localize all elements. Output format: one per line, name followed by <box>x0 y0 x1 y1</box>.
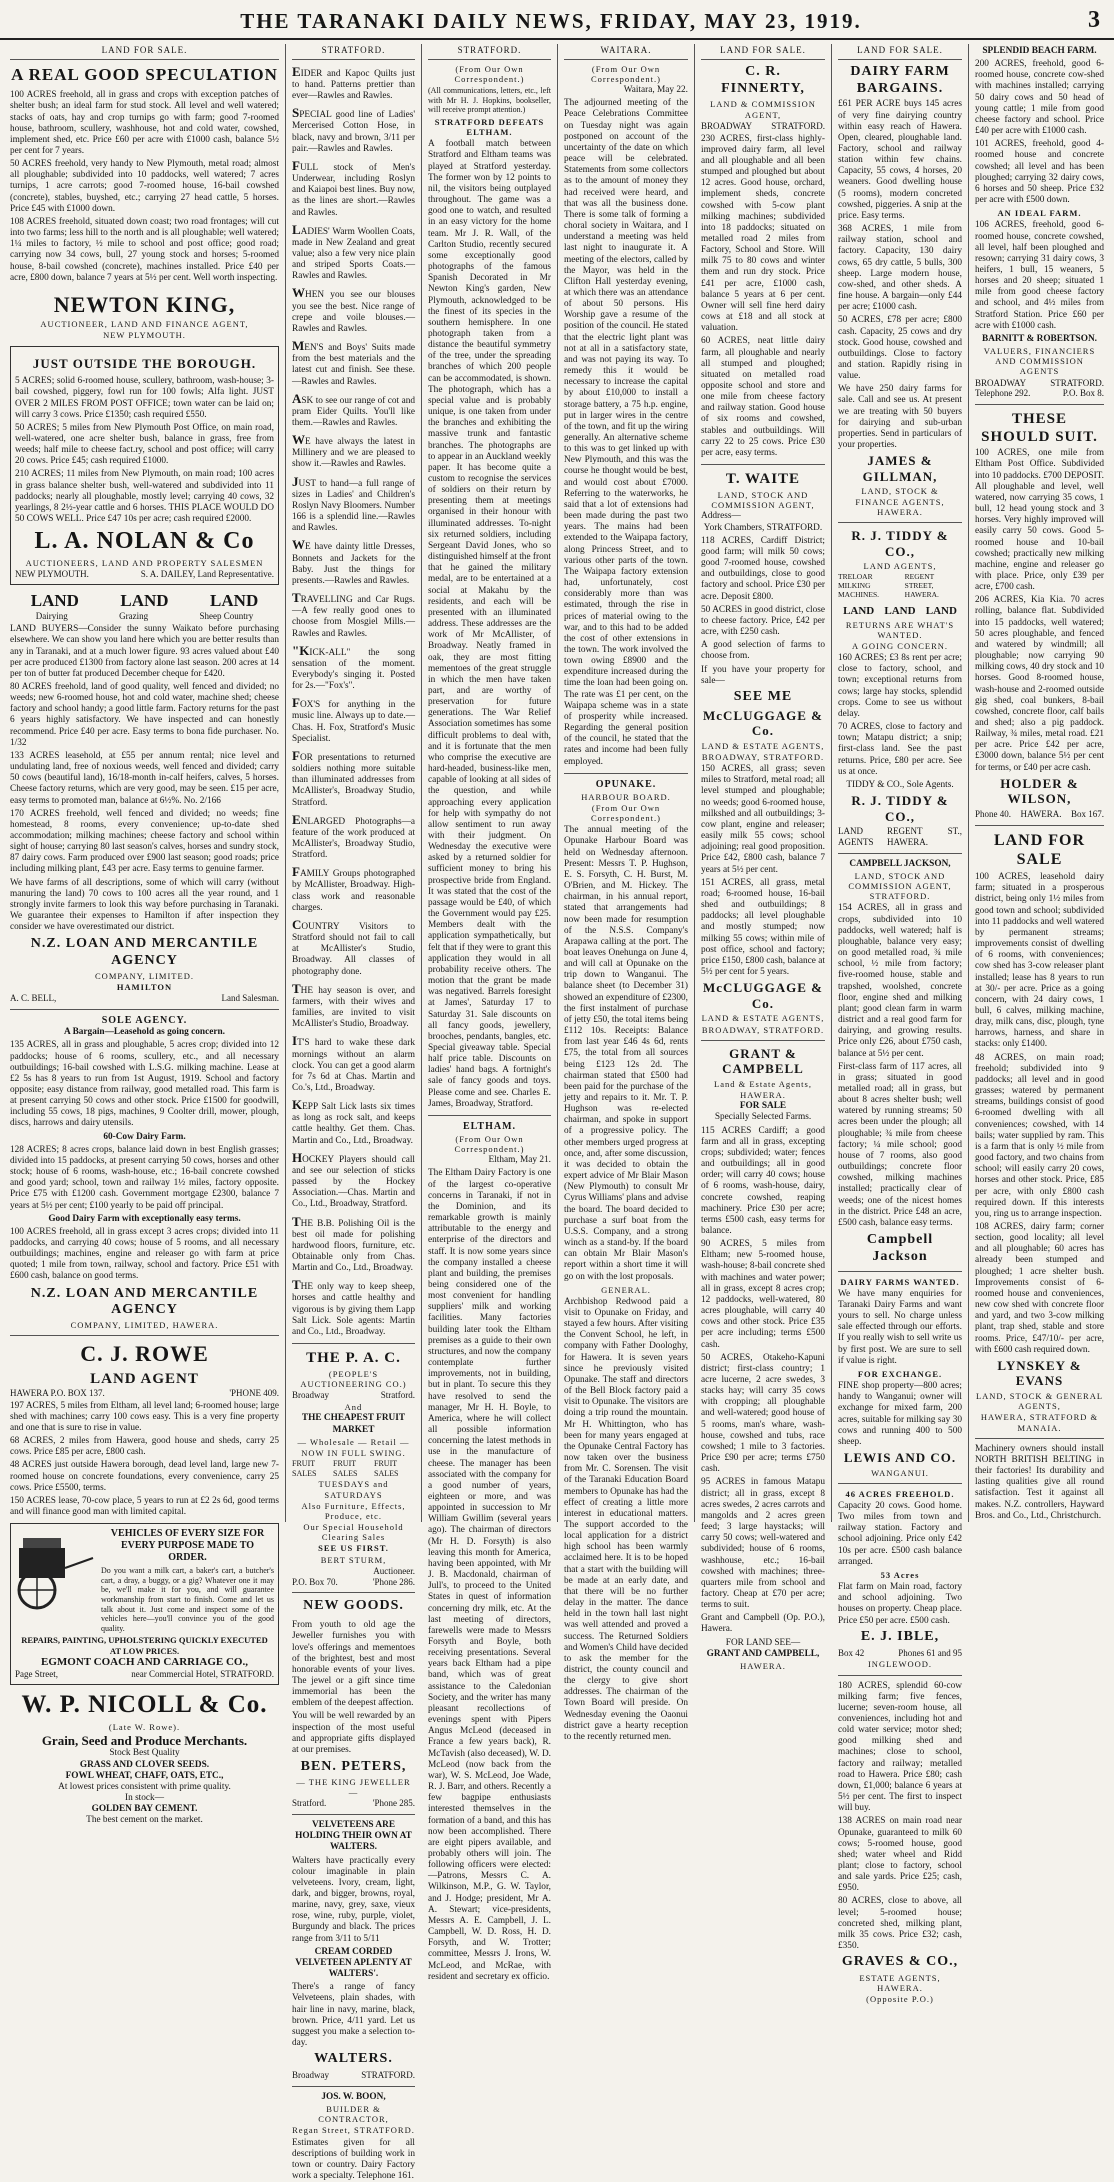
column-farms <box>969 44 1110 1522</box>
agent-subtitle: (PEOPLE'S AUCTIONEERING CO.) <box>300 1369 407 1390</box>
agent-town: HAWERA, STRATFORD & MANAIA. <box>980 1412 1099 1433</box>
column-land-agents <box>695 44 832 1671</box>
agent-name: NEWTON KING, <box>53 291 236 317</box>
ad-subheading: 60-Cow Dairy Farm. <box>103 1131 186 1142</box>
column-heading: WAITARA. <box>564 44 688 60</box>
ad-heading: CREAM CORDED VELVETEEN APLENTY AT WALTERS'. <box>295 1946 412 1980</box>
paragraph: LAND BUYERS—Consider the sunny Waikato before purchasing elsewhere. We can show you land here which you are better results than any in Taranaki, and at a much lower figure. 93 acres valued about £40 per acre produced £1300 from factory alone last season. 200 acres at 14 per ton of butter fat produced December cheque for £420. <box>10 624 279 679</box>
paragraph: FINE shop property—800 acres; handy to Wanganui; owner will exchange for mixed farm, 200 acres, suitable for milking say 30 cows and running 400 to 500 sheep. <box>838 1381 962 1447</box>
list-item: 108 ACRES, dairy farm; corner section, good locality; all level and all ploughable; 60 acres has already been stumped and ploughed; 1 acre shelter bush. Improvements consist of 6-roomed house and conveniences, new cow shed with concrete floor and yard, and two 3-cow milking plant, trap shed, stable and store rooms. Price, £47/10/- per acre, with £600 cash required down. <box>975 1221 1104 1355</box>
paragraph: Flat farm on Main road, factory and school adjoining. Two houses on property. Cheap place. Price £50 per acre. £500 cash. <box>838 1582 962 1626</box>
list-item: £61 PER ACRE buys 145 acres of very fine dairying country within easy reach of Hawera. Open, cleared, ploughable land. Factory, school and railway station within few chains. Capacity, 55 cows, 4 horses, 20 weaners. Good dwelling house (5 rooms), modern concreted cowshed, piggeries. A snip at the price. Easy terms. <box>838 99 962 221</box>
list-item: 70 ACRES, close to factory and town; Matapu district; a snip; first-class land. See the past returns. Price, £80 per acre. See us at once. <box>838 722 962 777</box>
agent-name: GRANT AND CAMPBELL, <box>706 1648 820 1659</box>
agent-subtitle: VALUERS, FINANCIERS AND COMMISSION AGENTS <box>983 346 1096 377</box>
agent-box: P.O. Box 70. <box>292 1576 338 1587</box>
list-item: ASK to see our range of cot and pram Eider Quilts. You'll like them.—Rawles and Rawles. <box>292 390 415 429</box>
agent-town: NEW PLYMOUTH. <box>15 569 89 580</box>
list-item: 200 ACRES, freehold, good 6-roomed house, concrete cow-shed with machines installed; carrying 50 dairy cows and 50 head of young cattle; 1 mile from good cheese factory and school. Price £40 per acre with £1000 cash. <box>975 59 1104 137</box>
address: STRATFORD. <box>361 2070 415 2080</box>
agent-name: E. J. IBLE, <box>860 1628 940 1644</box>
list-item: 210 ACRES; 11 miles from New Plymouth, on main road; 100 acres in grass balance shelter bush, well-watered and subdivided into 11 paddocks; nearly all ploughable, mostly level; carrying 40 cows, 32 yearlings, 8 2½-year cattle and 6 horses. THIS PLACE WOULD DO 50 COWS WELL. Price £47 10s per acre; cash required £2000. <box>15 469 274 525</box>
address: Broadway <box>292 2070 329 2080</box>
list-item: In stock— <box>125 1793 164 1804</box>
list-item: 160 ACRES; £3 8s rent per acre; close to factory, school, and town; exceptional returns from cows; large hay stocks, splendid crops. Come to see us without delay. <box>838 653 962 719</box>
paragraph: You will be well rewarded by an inspection of the most useful and appropriate gifts displayed at our premises. <box>292 1711 415 1755</box>
list-item: First-class farm of 117 acres, all in grass; situated in good metalled road; all in grass, but about 8 acres shelter bush; well watered by running streams; 50 acres been under the plough; all ploughable; ¾ mile from cheese factory; ¼ mile school; good house of 7 rooms, also good outbuildings; concrete floor cowshed, milking machines installed; practically clear of weeds; one of the nicest homes in the district. Price £48 an acre, £500 cash, balance easy terms. <box>838 1061 962 1228</box>
byline: (From Our Own Correspondent.) <box>590 802 661 824</box>
ad-subheading: A GOING CONCERN. <box>851 640 949 651</box>
agent-box: HAWERA P.O. BOX 137. <box>10 1387 105 1398</box>
agent-name: WALTERS. <box>314 2051 393 2067</box>
paragraph: Machinery owners should install NORTH BRITISH BELTING in their factories! Its durability and lasting qualities give all round satisfaction. Test it against all makes. N.Z. controllers, Hayward Bros. and Co., Ltd., Christchurch. <box>975 1443 1104 1521</box>
list-item: 197 ACRES, 5 miles from Eltham, all level land; 6-roomed house; large shed with machines; carry 100 cows easy. This is a very fine property and one that is sure to rise in value. <box>10 1400 279 1433</box>
agent-town: NEW PLYMOUTH. <box>103 330 186 341</box>
paragraph: Capacity 20 cows. Good home. Two miles from town and railway station. Factory and school adjoining. Price only £42 10s per acre. £500 cash balance arranged. <box>838 1500 962 1567</box>
paragraph: A good selection of farms to choose from. <box>701 640 825 662</box>
address: Regan Street, STRATFORD. <box>292 2125 415 2136</box>
ad-heading: JUST OUTSIDE THE BOROUGH. <box>32 355 257 371</box>
list-item: 5 ACRES; solid 6-roomed house, scullery, bathroom, wash-house; 3-bail cowshed, piggery, fowl run for 100 fowls; Alfa light. JUST OVER 2 MILES FROM POST OFFICE; town water can be laid on; will carry 3 cows. Price £1350; cash required £550. <box>15 376 274 420</box>
list-item: 80 ACRES, close to above, all level; 5-roomed house; concreted shed, milking plant, milk 35 cows. Price £32; cash, £350. <box>838 1896 962 1952</box>
list-item: 138 ACRES on main road near Opunake, guaranteed to milk 60 cows; 5-roomed house, good shed; water wheel and Ridd plant; close to factory, school and sale yards. Price £25; cash, £950. <box>838 1816 962 1894</box>
agent-subtitle: LAND AGENTS, <box>863 561 937 572</box>
list-item: THE B.B. Polishing Oil is the best oil made for polishing hardwood floors, furniture, etc. Obtainable only from Chas. Martin and Co., Ltd., Broadway. <box>292 1213 415 1274</box>
address: REGENT ST., HAWERA. <box>887 826 962 847</box>
list-item: 154 ACRES, all in grass and crops, subdivided into 10 paddocks, well watered; half is ploughable, balance very easy; on good metalled road, ¾ mile school, ½ mile from factory; five-roomed house, stable and trapshed, woolshed, concrete floor, engine shed and milking plant; good clean farm in warm district and a real good farm for dairying, and growing results. Price only £26, about £750 cash, balance at 5½ per cent. <box>838 903 962 1059</box>
ad-subheading: RETURNS ARE WHAT'S WANTED. <box>845 619 955 640</box>
paragraph: We have 250 dairy farms for sale. Call and see us. At present we are treating with 50 buyers for dairying and sub-urban properties. Send in particulars of your properties. <box>838 384 962 451</box>
article-subheading: GENERAL. <box>601 1284 651 1295</box>
text: Our Special Household Clearing Sales <box>303 1522 404 1543</box>
column-heading: LAND FOR SALE. <box>838 44 962 60</box>
column-dairy-bargains <box>832 44 969 2005</box>
land-type: Grazing <box>119 611 149 622</box>
article-body: The annual meeting of the Opunake Harbour Board was held on Wednesday afternoon. Present: Messrs T. P. Hughson, E. S. Forsyth, C. H. Burst, M. O'Brien, and M. Hickey. The chairman, in his annual report, stated that arrangements had now been made for resumption of the N.S.S. Company's Arapawa calling at the port. The boat leaves Onehunga on June 4, and will call at Opunake on the trip down to Wanganui. The balance sheet (to December 31) showed an expenditure of £2300, the first instalment of purchase of jetty £50, the total items being £112 10s. Receipts: Balance from last year £46 4s 6d, rents £75, the total from all sources being £123 12s 2d. The chairman stated that £500 had been paid for the purchase of the jetty and repairs to it. Mr. T. P. Hughson was re-elected chairman, and spoke in support of a progressive policy. The other members urged progress at once, and, after some discussion, it was decided to obtain the expert advice of Mr Blair Mason (New Plymouth) to consult Mr Cyrus Williams' plans and advise the board. The board decided to purchase a surf boat from the U.S.S. Company, and a strong winch as a stand-by. If the board can obtain Mr Blair Mason's report within a short time it will go on with the lost proposals. <box>564 825 688 1282</box>
paragraph: There's a range of fancy Velveteens, plain shades, with hair line in navy, marine, black, brown. Price, 4/11 yard. Let us suggest you make a selection to-day. <box>292 1982 415 2049</box>
ad-heading: VEHICLES OF EVERY SIZE FOR EVERY PURPOSE MADE TO ORDER. <box>110 1528 265 1564</box>
column-heading: STRATFORD. <box>428 44 551 60</box>
article-heading: ELTHAM. <box>462 1120 517 1132</box>
sales-label: FRUIT SALES <box>333 1459 358 1478</box>
ad-heading: DAIRY FARMS WANTED. <box>840 1276 960 1287</box>
address: BROADWAY <box>701 120 753 131</box>
ad-subheading: Good Dairy Farm with exceptionally easy terms. <box>48 1213 241 1224</box>
land-word: LAND <box>30 591 79 611</box>
agent-name: R. J. TIDDY & CO., <box>851 792 949 824</box>
agent-subtitle: BUILDER & CONTRACTOR, <box>318 2103 389 2125</box>
ad-subheading: FOR SALE <box>739 1101 787 1112</box>
byline: (From Our Own Correspondent.) <box>454 1133 525 1155</box>
ad-heading: SOLE AGENCY. <box>101 1015 188 1027</box>
list-item: 101 ACRES, freehold, good 4-roomed house and concrete cowshed; all level and has been ploughed; carrying 32 dairy cows, 6 horses and 50 sheep. Price £32 per acre with £500 down. <box>975 139 1104 206</box>
agent-phone: Phones 61 and 95 <box>898 1647 962 1658</box>
ad-heading: SPLENDID BEACH FARM. <box>982 46 1097 56</box>
list-item: THE only way to keep sheep, horses and cattle healthy and vigorous is by giving them Lapp Salt Lick. Sole agents: Martin and Co., Ltd., Broadway. <box>292 1277 415 1337</box>
text: And <box>344 1402 363 1413</box>
list-item: 118 ACRES, Cardiff District; good farm; will milk 50 cows; good 7-roomed house, cowshed and outbuildings, close to good factory and school. Price £30 per acre. Deposit £800. <box>701 535 825 602</box>
agent-name: LEWIS AND CO. <box>843 1450 957 1466</box>
list-item: ENLARGED Photographs—a feature of the work produced at McAllister's, Broadway Studio, Stratford. <box>292 811 415 861</box>
list-item: 180 ACRES, splendid 60-cow milking farm; five fences, lucerne; seven-room house, all conveniences, including hot and cold water service; motor shed; good milking shed and machines; close to school, factory and railway; metalled road to Hawera. Price £80; cash down, £1,000; balance 6 years at 5½ per cent. The first to inspect will buy. <box>838 1680 962 1814</box>
ad-heading: VELVETEENS ARE HOLDING THEIR OWN AT WALTERS. <box>295 1820 412 1853</box>
address: BROADWAY, STRATFORD. <box>701 1024 825 1035</box>
paragraph: Estimates given for all descriptions of building work in town or country. Dairy Factory work a specialty. Telephone 161. <box>292 2137 415 2181</box>
paragraph: (All communications, letters, etc., left with Mr H. J. Hopkins, bookseller, will receive prompt attention.) <box>428 86 551 115</box>
ad-heading: 46 ACRES FREEHOLD. <box>845 1488 955 1499</box>
land-word: LAND <box>843 605 875 618</box>
address: York Chambers, STRATFORD. <box>703 522 823 533</box>
land-type: Dairying <box>35 611 68 622</box>
masthead <box>0 0 1114 40</box>
paragraph: We have many enquiries for Taranaki Dairy Farms and want yours to sell. No charge unless sale effected through our efforts. If you really wish to sell write us by first post. We are sure to sell if value is right. <box>838 1288 962 1366</box>
column-stratford-ads <box>286 44 422 2181</box>
column-waitara-opunake <box>558 44 695 1742</box>
agent-name: HOLDER & WILSON, <box>1000 775 1079 807</box>
article-body: The adjourned meeting of the Peace Celebrations Committee on Tuesday night was again postponed on account of the uncertainty of the date on which peace will be celebrated. Statements from some collectors as to the amount of money they had received were heard, and that was all the business done. There is some talk of forming a choral society in Waitara, and I understand a meeting was held last night to inaugurate it. A meeting of the electors, called by the Mayor, was held in the Clifton Hall yesterday evening, at which there was an attendance of about 50 persons. His Worship gave a resume of the position of the council. He stated that the electric light plant was not at all in a satisfactory state, and was not paying its way. To remedy this it would be necessary to increase the capital by about £10,000 to install a storage battery, a 75 h.p. engine, put in larger wires in the centre of the town, and fit up the wiring generally. An alternative scheme to this was to get linked up with New Plymouth, and this was the course he thought would be best, and would cost about £7000. Referring to the waterworks, he said that a lot of extensions had been made during the past two years. The mains had been extended to the Waipapa factory, along Princess Street, and to various other parts of the town. The Waipapa factory extension had, unfortunately, cost considerably more than was estimated, through the rise in prices of material owing to the war, and to this had to be added the cost of other extensions in the town. The work involved the town owing £8900 and the expenditure increased during the time the loan had been going on. The rate was £1 per cent, on the Waipapa scheme was in a state of prosperity while increased. Regarding the general position of the council, he stated that the rates and income had been fully employed. <box>564 98 688 767</box>
list-item: LADIES' Warm Woollen Coats, made in New Zealand and great value; also a few very nice plain and striped Sports Coats.—Rawles and Rawles. <box>292 221 415 282</box>
agent-name: BEN. PETERS, <box>300 1759 407 1775</box>
agent-phone: 'Phone 286. <box>372 1576 415 1587</box>
paragraph: If you have your property for sale— <box>701 664 825 686</box>
text: — Wholesale — Retail — <box>297 1436 410 1447</box>
list-item: 100 ACRES freehold, all in grass and crops with exception patches of shelter bush; an ideal farm for stud stock. All level and well watered; stacks of oats, hay and crop turnips go with farm; good 7-roomed house, bathroom, scullery, washhouse, hot and cold water, cowshed, implement shed, etc. Price £60 per acre with £1000 cash, balance 5½ per cent for 7 years. <box>10 90 279 156</box>
text: TIDDY & CO., Sole Agents. <box>846 779 954 790</box>
agent-rep: S. A. DAILEY, Land Representative. <box>140 569 274 580</box>
list-item: WE have always the latest in Millinery and we are pleased to show it.—Rawles and Rawles. <box>292 432 415 470</box>
vehicle-ad-box <box>10 1523 279 1685</box>
ad-subheading: REPAIRS, PAINTING, UPHOLSTERING QUICKLY EXECUTED AT LOW PRICES. <box>21 1635 268 1656</box>
column-land-for-sale <box>4 44 286 1826</box>
agent-phone: 'Phone 285. <box>372 1798 415 1809</box>
byline: (From Our Own Correspondent.) <box>454 63 525 84</box>
columns <box>4 44 1110 2181</box>
text: NOW IN FULL SWING. <box>301 1447 406 1458</box>
agent-subtitle: LAND AGENT <box>90 1370 199 1387</box>
list-item: 151 ACRES, all grass, metal road; 6-roomed house, 16-bail shed and outbuildings; 8 paddocks; all level ploughable and mostly stumped; now milking 55 cows; within mile of post office, school and factory; price £150, £800 cash, balance at 5½ per cent for 5 years. <box>701 877 825 977</box>
list-item: 50 ACRES in good district, close to cheese factory. Price, £42 per acre, with £250 cash. <box>701 604 825 638</box>
agent-name: N.Z. LOAN AND MERCANTILE AGENCY <box>30 936 259 969</box>
agent-name: GRAVES & CO., <box>841 1954 959 1970</box>
agent-box: Box 42 <box>838 1647 865 1658</box>
list-item: 48 ACRES just outside Hawera borough, dead level land, large new 7-roomed house on concrete foundations, every convenience, carry 25 cows. Price £5500, terms. <box>10 1460 279 1493</box>
ad-heading: A REAL GOOD SPECULATION <box>11 64 278 84</box>
ad-subheading: Specially Selected Farms. <box>714 1112 812 1123</box>
column-heading: STRATFORD. <box>292 44 415 60</box>
list-item: 90 ACRES, 5 miles from Eltham; new 5-roomed house, wash-house; 8-bail concrete shed with machines and water power; all in grass, except 8 acres crop; 12 paddocks, well-watered, 80 acres ploughable, will carry 40 cows and other stock. Price £35 per acre including; terms £500 cash. <box>701 1239 825 1350</box>
agent-box: Box 167. <box>1070 808 1104 819</box>
text: SEE US FIRST. <box>318 1543 389 1554</box>
agent-subtitle: LAND & ESTATE AGENTS, <box>701 1013 825 1024</box>
list-item: EIDER and Kapoc Quilts just to hand. Patterns prettier than ever—Rawles and Rawles. <box>292 63 415 102</box>
address: STRATFORD. <box>1050 377 1104 388</box>
agent-subtitle: LAND, STOCK AND COMMISSION AGENT, <box>711 490 815 511</box>
list-item: 106 ACRES, freehold, good 6-roomed house, concrete cowshed, all level, half been ploughed and resown; carrying 31 dairy cows, 3 heifers, 1 bull, 15 weaners, 5 horses and 20 sheep; situated 1 mile from good cheese factory and school, and 4½ miles from Stratford Station. Price £60 per acre with £1000 cash. <box>975 220 1104 331</box>
article-body: A football match between Stratford and Eltham teams was played at Stratford yesterday. The former won by 12 points to nil, the visitors being outplayed throughout. The game was a good one to watch, and resulted in an easy victory for the home team. Mr J. R. Wall, of the Carlton Studio, recently secured some exceptionally good photographs of the famous Spanish Decorated in Mr Newton King's garden, New Plymouth, acknowledged to be the finest of its species in the southern hemisphere. In one photograph taken from a distance the beautiful symmetry of the tree, under the spreading branches of which 200 people can be accommodated, is shown. The photograph, which has a special value and is probably unique, is one taken from under the branches and exhibiting the massive trunk and fantastic branches. The photographs are to appear in an Auckland weekly paper. It has become quite a custom to recognise the services of soldiers on their return by presenting them at meetings organised in their honour with illuminated addresses. To-night six returned soldiers, including Sergeant David Jones, who so distinguished himself at the front that he gained the military medal, are to be entertained at a social at Makahu by the residents, and each will be presented with an illuminated address. These addresses are the work of Mr McAllister, of Broadway. Neatly framed in oak, they are most fitting mementoes of the great struggle in which the men have taken part, and are worthy of preservation for future generations. The War Relief Association sometimes has some difficult problems to deal with, and it is fortunate that the men who comprise the executive are hard-headed, business-like men, capable of looking at all sides of the question, and while approaching every application for help with sympathy do not allow sentiment to run away with their judgment. On Wednesday the executive were asked by a returned soldier for sufficient money to bring his prospective bride from England. It was stated that the cost of the passage would be £40, of which the Government would pay £25. Members dealt with the application sympathetically, but felt that if they were to grant this application they would in all probability receive others. The motion that the grant be made was negatived. Barrels foresight at James', Saturday 17 to Saturday 31. Sale discounts on all fancy goods, jewellery, brooches, pendants, bangles, etc. Special giveaway table. Special half price table. Discounts on ladies' hand bags. A fortnight's sale of fancy goods and toys. Please come and see. Charles E. James, Broadway, Stratford. <box>428 139 551 1109</box>
address: Stratford. <box>292 1798 327 1809</box>
list-item: THE hay season is over, and farmers, with their wives and families, are invited to visit McAllister's Studio, Broadway. <box>292 980 415 1030</box>
agent-role: Land Salesman. <box>221 993 279 1004</box>
agent-name: Campbell Jackson <box>866 1232 934 1264</box>
list-item: 133 ACRES leasehold, at £55 per annum rental; nice level and undulating land, free of noxious weeds, well fenced and divided; carry 50 cows (beautiful land), 16/18-month in-calf heifers, calves, 5 horses. Cheese factory returns, which are very good, may be seen. £15 per acre, easy terms to promoted man, balance at 6½%. No. 2/166 <box>10 750 279 806</box>
dateline: Waitara, May 22. <box>623 85 688 96</box>
list-item: 128 ACRES; 8 acres crops, balance laid down in best English grasses; divided into 15 paddocks, at present carrying 50 cows, horses and other stock; house of 6 rooms, wash-house, etc.; 16-bail concrete cowshed and good yard; school, town and railway 1½ miles, factory opposite. Price £75 with £1200 cash. Government mortgage £2300, balance 7 years at 5½ per cent; £100 yearly to be paid off principal. <box>10 1144 279 1211</box>
list-item: 170 ACRES freehold, well fenced and divided; no weeds; fine homestead, 8 rooms, every convenience; up-to-date shed accommodation; milking machines; cheese factory and school within sight of house; carrying 80 last season's calves, horses and sundry stock, 87 dairy cows. Farm produced over £900 last season; good roads; price including milking plant, £43 per acre. Easy terms to genuine farmer. <box>10 808 279 875</box>
agent-town: (Opposite P.O.) <box>866 1994 934 2005</box>
agent-box: P.O. Box 8. <box>1062 388 1104 399</box>
list-item: FULL stock of Men's Underwear, including Roslyn and Kaiapoi best lines. Buy now, as the lines are short.—Rawles and Rawles. <box>292 157 415 218</box>
paragraph: Walters have practically every colour imaginable in plain velveteens. Ivory, cream, light, dark, and bigger, browns, royal, marine, navy, grey, saxe, vieux rose, wine, ruby, purple, violet, Burgundy and black. The prices range from 3/11 to 5/11 <box>292 1855 415 1944</box>
agent-name: LYNSKEY & EVANS <box>997 1357 1082 1389</box>
list-item: FAMILY Groups photographed by McAllister, Broadway. High-class work and reasonable charges. <box>292 864 415 913</box>
ad-box <box>10 346 279 585</box>
list-item: GOLDEN BAY CEMENT. <box>91 1804 198 1815</box>
ad-heading: 53 Acres <box>880 1569 920 1580</box>
list-item: SPECIAL good line of Ladies' Mercerised Cotton Hose, in black, navy and brown, 3/11 per pair.—Rawles and Rawles. <box>292 105 415 154</box>
ad-subheading: THE CHEAPEST FRUIT MARKET <box>301 1413 406 1435</box>
agent-town: INGLEWOOD. <box>867 1659 933 1670</box>
list-item: 50 ACRES, Otakeho-Kapuni district; first-class country; 1 acre lucerne, 2 acre swedes, 3 stacks hay; will carry 35 cows with cropping; all ploughable and well-watered; good house of 5 rooms, man's whare, wash-house, cowshed and tubs, race cowshed; 1 mile to 3 factories. Price £90 per acre; terms £750 cash. <box>701 1352 825 1475</box>
agent-town: HAMILTON <box>116 982 173 993</box>
agent-subtitle: LAND, STOCK & FINANCE AGENTS, HAWERA. <box>855 486 945 517</box>
list-item: HOCKEY Players should call and see our selection of sticks passed by the Hockey Association.—Chas. Martin and Co., Ltd., Broadway, Stratford. <box>292 1149 415 1210</box>
paragraph: From youth to old age the Jeweller furnishes you with love's offerings and mementoes of the brightest, best and most honorable events of your lives. The jewel or a gift since time immemorial has been the emblem of the deepest affection. <box>292 1620 415 1709</box>
article-body: The Eltham Dairy Factory is one of the largest co-operative concerns in Taranaki, if not in the Dominion, and its remarkable growth is mainly attributable to the energy and enterprise of the directors and staff. It is now some years since the company installed a cheese plant and building, the premises being considered one of the most convenient for handling suppliers' milk and working facilities. Many factories building later took the Eltham premises as a guide to their own structures, and now the company contemplate further improvements, not in building, but in plant. To secure this they have resolved to send the manager, Mr H. H. Boyle, to America, where he will collect all possible information concerning the latest methods in use in the manufacture of cheese. The manager has been associated with the company for a good number of years, eighteen or more, and was appointed in succession to Mr William Gwillim (several years ago). The chairman of directors (Mr H. D. Forsyth) is also leaving this month for America, having been appointed, with Mr J. B. Macdonald, chairman of Jull's, to proceed to the United States in quest of information concerning dry milk, etc. At the last meeting of directors, farewells were made to Messrs Forsyth and Boyle, both receiving presentations. Several years back Eltham had a pipe band, which was of great assistance to the Caledonian Society, and the writer has many pleasant recollections of evenings spent with Pipers Angus McLeod (deceased in France a few years back), R. McTavish (also deceased), W. D. McLeod (now back from the war), W. S. McLeod, Joe Wade, R. J. Barr, and others. Recently a few bagpipe enthusiasts interested themselves in the formation of a band, and this has now been accomplished. There are eight pipers available, and probably others will join. The following officers were elected:—Patrons, Messrs C. A. Wilkinson, M.P., G. W. Taylor, and J. Hodge; president, Mr A. A. Stewart; vice-presidents, Messrs A. E. Campbell, J. L. Campbell, W. D. Ross, H. D. Forsyth, and W. Trotter; committee, Messrs J. Irons, W. McLeod, and McRae, with resident and secretary ex officio. <box>428 1168 551 1982</box>
masthead-title: THE TARANAKI DAILY NEWS, FRIDAY, MAY 23, 1919. <box>240 9 862 33</box>
address: BROADWAY <box>975 377 1027 388</box>
text: Also Furniture, Effects, Produce, etc. <box>301 1500 406 1521</box>
agent-subtitle: (Late W. Rowe). <box>108 1721 181 1732</box>
list-item: We have farms of all descriptions, some of which will carry (without manuring the land) 70 cows to 100 acres all the year round, and 1 strongly invite farmers to look this way before purchasing in Taranaki. We guarantee their expenses to Hamilton if after inspection they consider we have overestimated our district. <box>10 877 279 933</box>
list-item: 150 ACRES lease, 70-cow place, 5 years to run at £2 2s 6d, good terms and will finance good man with limited capital. <box>10 1495 279 1517</box>
agent-subtitle: LAND, STOCK & GENERAL AGENTS, <box>975 1391 1104 1412</box>
article-heading: STRATFORD DEFEATS ELTHAM. <box>434 116 545 138</box>
list-item: 100 ACRES, leasehold dairy farm; situated in a prosperous district, being only 1½ miles from good town and school; subdivided into 11 paddocks and well watered by permanent streams; improvements consist of dwelling of 6 rooms, with conveniences; cow shed has 3-cow releaser plant installed; lease has 8 years to run at 30/- per acre. Price as a going concern, with 24 dairy cows, 1 bull, 6 calves, milking machine, dray, milk cans, disc, plough, tyne harrows, harness, and share in stacks: only £1400. <box>975 872 1104 1050</box>
list-item: WE have dainty little Dresses, Bonnets and Jackets for the Baby. Just the things for presents.—Rawles and Rawles. <box>292 537 415 586</box>
agent-name: N.Z. LOAN AND MERCANTILE AGENCY <box>30 1285 259 1318</box>
agent-town: HAWERA. <box>1020 808 1062 819</box>
agent-name: BARNITT & ROBERTSON. <box>982 333 1097 344</box>
ad-heading: LAND FOR SALE <box>993 831 1086 868</box>
list-item: 135 ACRES, all in grass and ploughable, 5 acres crop; divided into 12 paddocks; house of 6 rooms, scullery, etc., and all necessary outbuildings; 16-bail cowshed with L.S.G. milking machine. Lease at £2 5s has 8 years to run from 1st August, 1919. School and factory opposite; easy distance from railway, good metalled road. This farm is at present carrying 50 cows and other stock. Price £1500 for goodwill, including 55 cows, 18 pigs, machines, 9 Coolter drill, mower, plough, discs, harrows and dairy utensils. <box>10 1040 279 1129</box>
agent-subtitle: LAND & COMMISSION AGENT, <box>710 99 816 120</box>
agent-name: L. A. NOLAN & Co <box>34 528 255 555</box>
list-item: FOR presentations to returned soldiers nothing more suitable than illuminated addresses from McAllister's, Broadway Studio, Stratford. <box>292 747 415 808</box>
agent-subtitle: LAND & ESTATE AGENTS, <box>701 740 825 751</box>
list-item: Stock Best Quality <box>109 1748 180 1759</box>
ad-heading: AN IDEAL FARM. <box>997 208 1082 219</box>
address: Broadway <box>292 1390 329 1401</box>
column-stratford-news <box>422 44 558 1982</box>
list-item: KEPP Salt Lick lasts six times as long as rock salt, and keeps cattle healthy. Get them. Chas. Martin and Co., Ltd., Broadway. <box>292 1097 415 1146</box>
agent-subtitle: LAND AGENTS <box>838 826 874 847</box>
agent-subtitle: COMPANY, LIMITED. <box>95 971 194 982</box>
list-item: 50 ACRES freehold, very handy to New Plymouth, metal road; almost all ploughable; subdivided into 10 paddocks, well watered; 7 acres turnips, 1 acre carrots; good 7-roomed house, 16-bail cowshed (concrete), stables, buyshed, etc.; carrying 27 head cattle, 5 horses. Price £45 with £1000 down. <box>10 159 279 214</box>
agent-town: HAWERA. <box>740 1090 786 1101</box>
list-item: 100 ACRES, one mile from Eltham Post Office. Subdivided into 10 paddocks. £700 DEPOSIT. All ploughable and level, well watered, now carrying 35 cows, 1 bull, 12 head young stock and 3 horses. Very highly improved will easily carry 50 cows. Good 5-roomed house and 10-bail cowshed; practically new milking machine, engine and releaser go with place. Price, only £39 per acre, £700 cash. <box>975 448 1104 593</box>
list-item: 206 ACRES, Kia Kia. 70 acres rolling, balance flat. Subdivided into 15 paddocks, well watered; 50 acres ploughable, and fenced and watered by windmill; all ploughable; now carrying 90 milking cows, 40 dry stock and 10 horses. Good 8-roomed house, wash-house and 2-roomed outside gig shed, coal bunkers, 8-bail cowshed, concrete floor, calf bails and shed; also a pig paddock. Railway, ¾ miles, metal road. £21 per acre. Price £42 per acre, £3000 down, balance 5½ per cent for terms, or £40 per acre cash. <box>975 595 1104 773</box>
agent-subtitle: AUCTIONEERS, LAND AND PROPERTY SALESMEN <box>25 558 264 569</box>
agent-town: HAWERA. <box>740 1660 786 1671</box>
agent-role: Auctioneer. <box>373 1565 415 1576</box>
agent-phone: Telephone 292. <box>975 388 1031 399</box>
ad-subheading: A Bargain—Leasehold as going concern. <box>64 1027 225 1038</box>
paragraph: Do you want a milk cart, a baker's cart, a butcher's cart, a dray, a buggy, or a gig? Whatever one it may be, we'll make it for you, and will guarantee workmanship from start to finish. Come and let us talk about it. Just come and inspect some of the vehicles here—you'll convince you of the good quality. <box>101 1566 274 1633</box>
ad-heading: FOR EXCHANGE. <box>857 1368 943 1379</box>
address: Page Street, <box>15 1668 58 1679</box>
ad-subheading: FOR LAND SEE— <box>725 1637 801 1648</box>
land-word: LAND <box>884 605 916 618</box>
list-item: 68 ACRES, 2 miles from Hawera, good house and sheds, carry 25 cows. Price £85 per acre, £800 cash. <box>10 1436 279 1458</box>
address: BROADWAY, STRATFORD. <box>701 751 825 762</box>
land-word: LAND <box>925 605 957 618</box>
agent-subtitle: COMPANY, LIMITED, HAWERA. <box>70 1320 219 1331</box>
agent-subtitle: LAND, STOCK AND COMMISSION AGENT, STRATFORD. <box>848 870 952 902</box>
paragraph: Grant and Campbell (Op. P.O.), Hawera. <box>701 1613 825 1635</box>
agent-town: WANGANUI. <box>871 1467 929 1478</box>
byline: (From Our Own Correspondent.) <box>590 63 661 84</box>
list-item: COUNTRY Visitors to Stratford should not fail to call at McAllister's Studio, Broadway. All classes of photography done. <box>292 916 415 977</box>
article-subheading: HARBOUR BOARD. <box>581 791 671 802</box>
article-body: Archbishop Redwood paid a visit to Opunake on Friday, and stayed a few hours. After visiting the Convent School, he left, in company with Father Doologhy, for Hawera. It is seven years since he previously visited Opunake. The staff and directors of the Bell Block factory paid a visit to Opunake. The visitors are doing a trip round the mountain. Mr H. Whittington, who has been for many years engaged at the Opunake Central Factory has now taken over the business from Mr. C. Sorensen. The visit of the Taranaki Education Board members to Opunake has had the effect of creating a little more interest in educational matters. The support accorded to the local application for a district high school has been warmly acclaimed here. It is to be hoped that a start with the building will be made at an early date, and that there will be no further delay in the matter. The dance held in the town hall last night was well attended and proved a success. The Returned Soldiers and Women's Child have decided to ask the member for the district, the county council and the clergy to give short addresses. The chairman of the Town Board will preside. On Wednesday evening the Oaonui district gave a hearty reception to the recently returned men. <box>564 1296 688 1742</box>
list-item: JUST to hand—a full range of sizes in Ladies' and Children's Roslyn Navy Bloomers. Number 166 is a splendid line.—Rawles and Rawles. <box>292 473 415 534</box>
list-item: 100 ACRES freehold, all in grass except 3 acres crops; divided into 11 paddocks, and carrying 40 cows; house of 5 rooms, and all necessary outbuildings; machines, engine and releaser go with farm at price quoted; 1 mile from town, railway, school and factory. Price £51 with £600 cash, balance on good terms. <box>10 1226 279 1282</box>
article-heading: OPUNAKE. <box>595 778 657 790</box>
address: STRATFORD. <box>771 120 825 131</box>
list-item: "KICK-ALL" the song sensation of the moment. Everybody's singing it. Posted for 2s.—"Fox's". <box>292 642 415 692</box>
list-item: At lowest prices consistent with prime quality. <box>58 1781 231 1792</box>
agent-subtitle: — THE KING JEWELLER — <box>296 1776 411 1798</box>
agent-subtitle: Land & Estate Agents, <box>714 1078 812 1089</box>
text: TUESDAYS and SATURDAYS <box>318 1479 389 1500</box>
agent-name: THE P. A. C. <box>306 1350 401 1367</box>
list-item: 48 ACRES, on main road; freehold; subdivided into 9 paddocks; all level and in good grasses; watered by permanent streams, buildings consist of good 6-roomed dwelling with all conveniences; cowshed, with 14 bails; water supplied by ram. This is a farm that is only ½ mile from good factory, and two chains from school; will easily carry 20 cows, horses and other stock. Price, £85 per acre, with only £800 cash required down. If this interests you, ring us to arrange inspection. <box>975 1052 1104 1219</box>
list-item: TRAVELLING and Car Rugs.—A few really good ones to choose from Mosgiel Mills.—Rawles and Rawles. <box>292 590 415 639</box>
list-item: 50 ACRES, £78 per acre; £800 cash. Capacity, 25 cows and dry stock. Good house, cowshed and outbuildings. Close to factory and station. Rapidly rising in value. <box>838 315 962 382</box>
agent-name: W. P. NICOLL & Co. <box>21 1690 268 1718</box>
agent-name: JAMES & GILLMAN, <box>862 453 938 484</box>
agent-name: McCLUGGAGE & Co. <box>703 980 823 1011</box>
list-item: IT'S hard to wake these dark mornings without an alarm clock. You can get a good alarm for 7s 6d at Chas. Martin and Co.'s, Ltd., Broadway. <box>292 1033 415 1093</box>
column-heading: LAND FOR SALE. <box>10 44 279 60</box>
cart-illustration-icon <box>15 1528 95 1618</box>
agent-subtitle: ESTATE AGENTS, HAWERA. <box>859 1973 941 1994</box>
list-item: 230 ACRES, first-class highly-improved dairy farm, all level and all ploughable and all been stumped and ploughed but about 12 acres. Good house, orchard, implement sheds, concrete cowshed with 5-cow plant milking machines; subdivided into 18 paddocks; situated on metalled road 2 miles from Factory, School and Store. Will milk 75 to 80 cows and winter them and run dry stock. Price £41 per acre, £1000 cash, balance 5 years at 6 per cent. Owner will sell fine herd dairy cows at £18 and all stock at valuation. <box>701 133 825 334</box>
list-item: FOX'S for anything in the music line. Always up to date.—Chas. H. Fox, Stratford's Music Specialist. <box>292 695 415 744</box>
ad-heading: THESE SHOULD SUIT. <box>981 411 1098 446</box>
list-item: 50 ACRES; 5 miles from New Plymouth Post Office, on main road, well-watered, one acre shelter bush, balance in grass, free from weeds; half mile to cheese fact.ry, school and post office; will carry 20 cows. Price £45; cash required £1000. <box>15 422 274 467</box>
agent-name: C. J. ROWE <box>80 1341 209 1367</box>
list-item: 60 ACRES, neat little dairy farm, all ploughable and nearly all stumped and ploughed; situated on metalled road opposite school and store and one mile from cheese factory and railway station. Good house of six rooms and cowshed, stables and outbuildings. Will carry 22 to 25 cows. Price £30 per acre, easy terms. <box>701 336 825 458</box>
address: Address— <box>701 511 741 522</box>
agent-name: McCLUGGAGE & Co. <box>703 707 823 739</box>
agent-phone: Phone 40. <box>975 808 1011 819</box>
agent-contact: BERT STURM, <box>320 1554 387 1565</box>
list-item: MEN'S and Boys' Suits made from the best materials and the latest cut and finish. See these.—Rawles and Rawles. <box>292 338 415 387</box>
page-number: 3 <box>1088 7 1100 33</box>
list-item: GRASS AND CLOVER SEEDS. <box>79 1759 210 1770</box>
sales-label: FRUIT SALES <box>374 1459 399 1478</box>
list-item: WHEN you see our blouses you see the best. Nice range of crepe and voile blouses.—Rawles and Rawles. <box>292 285 415 334</box>
list-item: 95 ACRES in famous Matapu district; all in grass, except 8 acres swedes, 2 acres carrots and mangolds and 2 acres green feed; 3 large haystacks; will carry 50 cows; well-watered and subdivided; house of 6 rooms, washhouse, etc.; 16-bail cowshed with machines; three-quarters mile from school and factory. Cheap at £70 per acre; terms to suit. <box>701 1477 825 1611</box>
address: Stratford. <box>380 1390 415 1401</box>
list-item: 80 ACRES freehold, land of good quality, well fenced and divided; no weeds; new 6-roomed house, hot and cold water, machine shed; cheese factory and school handy; a good little farm. Factory returns for the past 6 years highly satisfactory. We have inspected and can honestly recommend. Price £40 per acre. Easy terms to bona fide purchaser. No. 1/32 <box>10 681 279 748</box>
list-item: The best cement on the market. <box>86 1815 203 1826</box>
list-item: 150 ACRES, all grass; seven miles to Stratford, metal road; all level stumped and ploughable; no weeds; good 6-roomed house, milkshed and all outbuildings; 3-cow plant, engine and releaser; easily milk 55 cows; school adjoining; real good proposition. Price £42, £800 cash, balance 7 years at 5½ per cent. <box>701 764 825 875</box>
agent-name: R. J. TIDDY & CO., <box>851 527 949 559</box>
agent-name: CAMPBELL JACKSON, <box>849 858 951 869</box>
land-word: LAND <box>120 591 169 611</box>
agent-subtitle: AUCTIONEER, LAND AND FINANCE AGENT, <box>40 319 249 330</box>
agent-name: GRANT & CAMPBELL <box>722 1045 804 1077</box>
agent-phone: 'PHONE 409. <box>229 1387 279 1398</box>
list-item: 115 ACRES Cardiff; a good farm and all in grass, excepting crops; subdivided; water; fences and outbuildings; all in good order; will carry 40 cows; house of 6 rooms, wash-house, dairy, concrete cowshed, reaping machinery. Price £30 per acre; terms £500 cash, easy terms for balance. <box>701 1125 825 1236</box>
ad-heading: NEW GOODS. <box>303 1598 404 1614</box>
ad-heading: DAIRY FARM BARGAINS. <box>850 63 950 96</box>
address: REGENT STREET, HAWERA. <box>904 572 939 600</box>
ad-heading: SEE ME <box>733 688 793 704</box>
text: TRELOAR MILKING MACHINES. <box>838 572 880 600</box>
column-heading: LAND FOR SALE. <box>701 44 825 60</box>
agent-name: JOS. W. BOON, <box>321 2091 386 2102</box>
sales-label: FRUIT SALES <box>292 1459 317 1478</box>
agent-name: C. R. FINNERTY, <box>721 63 805 96</box>
agent-name: T. WAITE <box>725 471 801 488</box>
agent-name: EGMONT COACH AND CARRIAGE CO., <box>41 1655 248 1668</box>
agent-contact: A. C. BELL, <box>10 993 57 1004</box>
address: near Commercial Hotel, STRATFORD. <box>131 1668 274 1679</box>
list-item: 108 ACRES freehold, situated down coast; two road frontages; will cut into two farms; less hill to the north and is all ploughable; well watered; 1¼ miles to factory, ½ mile to school and post office; good road; carrying now 34 cows, bull, 27 young stock and horses; 5-roomed house, 8-bail cowshed (concrete), machines installed. Price £40 per acre, £800 down, balance 7 years at 5½ per cent. Well worth inspecting. <box>10 216 279 283</box>
land-type: Sheep Country <box>199 611 254 622</box>
dateline: Eltham, May 21. <box>488 1155 551 1166</box>
land-word: LAND <box>210 591 259 611</box>
list-item: 368 ACRES, 1 mile from railway station, school and factory. Capacity, 130 dairy cows, 65 dry cattle, 5 bulls, 300 sheep. Large modern house, cow-shed, and other sheds. A fine house. A bargain—only £44 per acre; £1000 cash. <box>838 224 962 313</box>
list-item: FOWL WHEAT, CHAFF, OATS, ETC., <box>65 1770 224 1781</box>
ad-subheading: Grain, Seed and Produce Merchants. <box>41 1732 248 1748</box>
